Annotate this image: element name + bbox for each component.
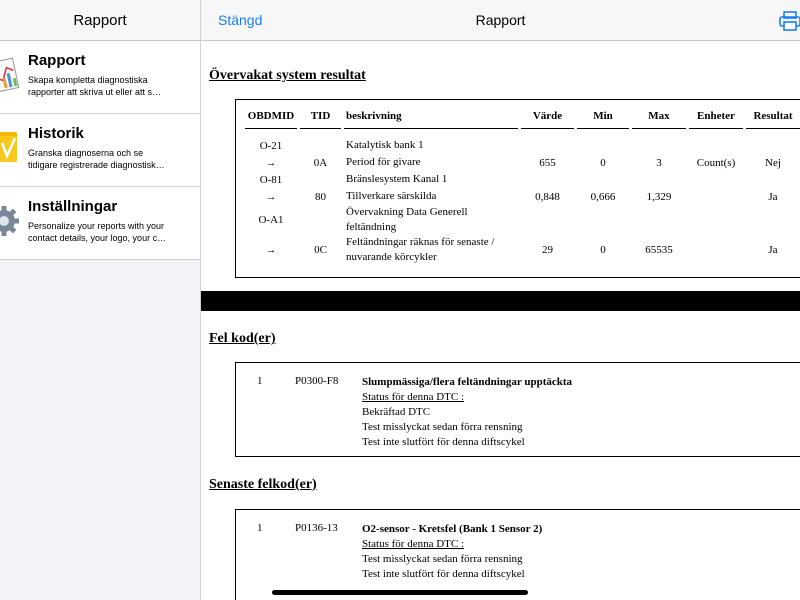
column-header: beskrivning [344, 108, 518, 129]
dtc-number: 1 [257, 375, 263, 387]
table-cell [689, 171, 743, 188]
table-cell: 0C [314, 244, 327, 256]
page-title: Rapport [475, 12, 526, 28]
table-cell: 3 [656, 156, 662, 169]
table-cell [300, 137, 341, 154]
table-cell: 0 [600, 156, 606, 169]
table-cell: 655 [539, 156, 556, 169]
history-folder-icon [0, 128, 20, 168]
results-table-box [235, 99, 800, 278]
table-cell [521, 171, 574, 188]
table-cell: Nej [765, 156, 781, 169]
table-cell: → [265, 190, 277, 203]
table-cell: 0,848 [535, 190, 560, 203]
table-cell [300, 171, 341, 188]
table-row [245, 171, 800, 188]
table-cell [746, 137, 800, 154]
home-indicator[interactable] [272, 590, 528, 595]
recent-fault-codes-title: Senaste felkod(er) [209, 477, 317, 492]
table-cell: O-81 [259, 173, 283, 186]
table-cell: O-21 [259, 139, 283, 152]
table-cell: O-A1 [258, 214, 284, 226]
report-view [201, 0, 800, 600]
close-button[interactable]: Stängd [218, 12, 263, 28]
table-cell [689, 205, 743, 235]
table-cell [746, 205, 800, 235]
table-cell: 80 [315, 190, 326, 203]
table-cell: Katalytisk bank 1 [346, 139, 424, 151]
table-cell [577, 137, 629, 154]
sidebar-item-description: Granska diagnoserna och se tidigare registrerade diagnostisk… [28, 148, 165, 170]
report-content [201, 41, 800, 600]
table-cell: 29 [542, 244, 553, 256]
table-row [245, 137, 800, 154]
recent-fault-code-box [235, 509, 800, 600]
table-cell [300, 205, 341, 235]
sidebar-item-title: Rapport [28, 52, 86, 69]
table-cell [632, 137, 686, 154]
column-header: TID [300, 108, 341, 129]
table-cell [521, 205, 574, 235]
table-cell [521, 137, 574, 154]
dtc-status-line: Bekräftad DTC [362, 406, 431, 418]
dtc-status-line: Test misslyckat sedan förra rensning [362, 553, 523, 565]
table-cell: Övervakning Data Generell feltändning [346, 206, 468, 233]
table-cell: → [265, 244, 277, 256]
table-cell: 0A [313, 156, 328, 169]
table-row [245, 205, 800, 235]
table-row [245, 235, 800, 265]
sidebar-item-rapport[interactable] [0, 41, 200, 114]
table-cell [577, 205, 629, 235]
dtc-status-label: Status för denna DTC : [362, 538, 465, 550]
table-cell: 0 [600, 244, 606, 256]
table-cell [689, 137, 743, 154]
sidebar [0, 0, 201, 600]
column-header: OBDMID [245, 108, 297, 129]
column-header: Min [577, 108, 629, 129]
fault-codes-title: Fel kod(er) [209, 331, 276, 346]
sidebar-item-installningar[interactable] [0, 187, 200, 260]
column-header: Enheter [689, 108, 743, 129]
dtc-name: O2-sensor - Kretsfel (Bank 1 Sensor 2) [362, 523, 543, 535]
table-cell [689, 188, 743, 205]
sidebar-item-description: Skapa kompletta diagnostiska rapporter att skriva ut eller att s… [28, 75, 162, 97]
table-cell: 65535 [645, 244, 673, 256]
table-cell [746, 171, 800, 188]
dtc-status-line: Test inte slutfört för denna diftscykel [362, 568, 525, 580]
dtc-name: Slumpmässiga/flera feltändningar upptäckta [362, 376, 573, 388]
dtc-status-line: Test misslyckat sedan förra rensning [362, 421, 523, 433]
table-cell [689, 235, 743, 265]
results-section-title: Övervakat system resultat [209, 68, 366, 83]
table-cell: → [265, 156, 277, 169]
fault-code-box [235, 362, 800, 457]
top-bar [201, 0, 800, 41]
table-row [245, 188, 800, 205]
table-cell: 1,329 [646, 190, 672, 203]
dtc-status-line: Test inte slutfört för denna diftscykel [362, 436, 525, 448]
table-cell [632, 205, 686, 235]
column-header: Max [632, 108, 686, 129]
sidebar-item-historik[interactable] [0, 114, 200, 187]
results-table [242, 108, 800, 265]
table-cell [632, 171, 686, 188]
sidebar-item-description: Personalize your reports with your contact details, your logo, your c… [28, 221, 167, 243]
printer-icon[interactable] [779, 11, 800, 31]
table-cell [577, 171, 629, 188]
dtc-status-label: Status för denna DTC : [362, 391, 465, 403]
settings-gear-icon [0, 201, 20, 241]
column-header: Resultat [746, 108, 800, 129]
dtc-number: 1 [257, 522, 263, 534]
table-header-row [245, 108, 800, 129]
dtc-code: P0300-F8 [295, 375, 339, 387]
column-header: Värde [521, 108, 574, 129]
table-cell: 0,666 [590, 190, 616, 203]
sidebar-item-title: Inställningar [28, 198, 118, 215]
dtc-details [362, 375, 572, 450]
report-chart-icon [0, 55, 20, 95]
table-cell: Period för givare [346, 156, 421, 168]
dtc-details [362, 522, 542, 582]
table-cell: Feltändningar räknas för senaste / nuvarande körcykler [346, 236, 495, 263]
table-cell: Ja [768, 244, 778, 256]
table-cell: Tillverkare särskilda [346, 190, 437, 202]
table-cell: Bränslesystem Kanal 1 [346, 173, 448, 185]
sidebar-title: Rapport [0, 0, 200, 41]
table-cell: Ja [768, 190, 778, 203]
dtc-code: P0136-13 [295, 522, 338, 534]
table-row [245, 154, 800, 171]
section-divider [201, 291, 800, 311]
sidebar-item-title: Historik [28, 125, 84, 142]
table-cell: Count(s) [696, 156, 736, 169]
